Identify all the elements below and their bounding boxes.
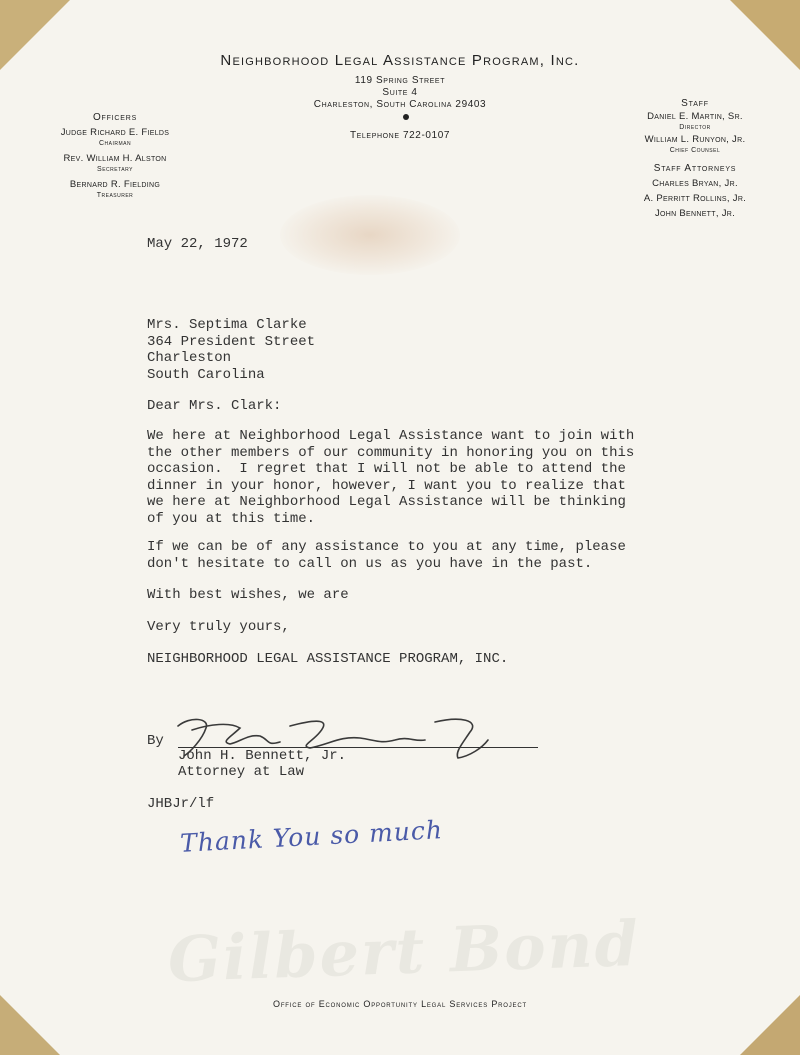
org-signoff: NEIGHBORHOOD LEGAL ASSISTANCE PROGRAM, INC. <box>147 651 509 667</box>
staff-role: Director <box>679 124 711 131</box>
signer-name: John H. Bennett, Jr. <box>178 748 347 764</box>
staff-attorneys-heading: Staff Attorneys <box>653 163 737 174</box>
salutation: Dear Mrs. Clark: <box>147 398 282 414</box>
staff-attorney-name: Charles Bryan, Jr. <box>652 178 738 189</box>
staff-heading: Staff <box>681 98 709 109</box>
officer-name: Bernard R. Fielding <box>69 179 161 190</box>
letterhead-address-line3: Charleston, South Carolina 29403 <box>313 99 487 110</box>
staff-name: Daniel E. Martin, Sr. <box>647 111 743 122</box>
officer-name: Judge Richard E. Fields <box>60 127 170 138</box>
paragraph-line: of you at this time. <box>147 510 316 527</box>
staff-column <box>620 98 770 221</box>
paragraph-2 <box>147 539 626 572</box>
letterhead-telephone: Telephone 722-0107 <box>349 130 451 141</box>
handwritten-note: Thank You so much <box>179 815 444 858</box>
recipient-line: Mrs. Septima Clarke <box>147 317 307 333</box>
staff-attorney-name: A. Perritt Rollins, Jr. <box>643 193 747 204</box>
recipient-address <box>147 317 315 383</box>
staff-attorney-name: John Bennett, Jr. <box>654 208 736 219</box>
staff-name: William L. Runyon, Jr. <box>644 134 746 145</box>
officer-role: Secretary <box>97 166 133 173</box>
water-stain <box>280 195 460 275</box>
letterhead-title: Neighborhood Legal Assistance Program, Inc. <box>220 52 580 69</box>
paper-watermark: Gilbert Bond <box>166 906 642 997</box>
recipient-line: South Carolina <box>147 366 265 383</box>
paragraph-line: If we can be of any assistance to you at any time, please <box>147 539 626 555</box>
signer-title: Attorney at Law <box>178 764 305 780</box>
paragraph-line: dinner in your honor, however, I want you to realize that <box>147 477 626 494</box>
officer-name: Rev. William H. Alston <box>63 153 167 164</box>
letterhead-address-line1: 119 Spring Street <box>354 75 446 86</box>
officer-role: Chairman <box>98 140 132 147</box>
paragraph-line: don't hesitate to call on us as you have in the past. <box>147 555 593 572</box>
paragraph-line: occasion. I regret that I will not be able to attend the <box>147 461 626 477</box>
officers-column <box>40 112 190 200</box>
by-label: By <box>147 733 164 749</box>
letter-date: May 22, 1972 <box>147 236 248 252</box>
paragraph-line: we here at Neighborhood Legal Assistance will be thinking <box>147 494 626 510</box>
paragraph-line: the other members of our community in honoring you on this <box>147 444 635 461</box>
reference-initials: JHBJr/lf <box>147 796 215 812</box>
officers-heading: Officers <box>92 112 138 123</box>
letterhead-bullet <box>403 114 409 120</box>
paragraph-line: We here at Neighborhood Legal Assistance want to join with <box>147 428 635 444</box>
officer-role: Treasurer <box>96 192 134 199</box>
paragraph-1 <box>147 428 634 527</box>
recipient-line: 364 President Street <box>147 333 316 350</box>
recipient-line: Charleston <box>147 350 232 366</box>
footer-text: Office of Economic Opportunity Legal Services Project <box>273 999 527 1009</box>
letterhead-address-line2: Suite 4 <box>382 87 418 98</box>
staff-role: Chief Counsel <box>669 147 721 154</box>
best-wishes: With best wishes, we are <box>147 587 349 603</box>
closing: Very truly yours, <box>147 619 290 635</box>
